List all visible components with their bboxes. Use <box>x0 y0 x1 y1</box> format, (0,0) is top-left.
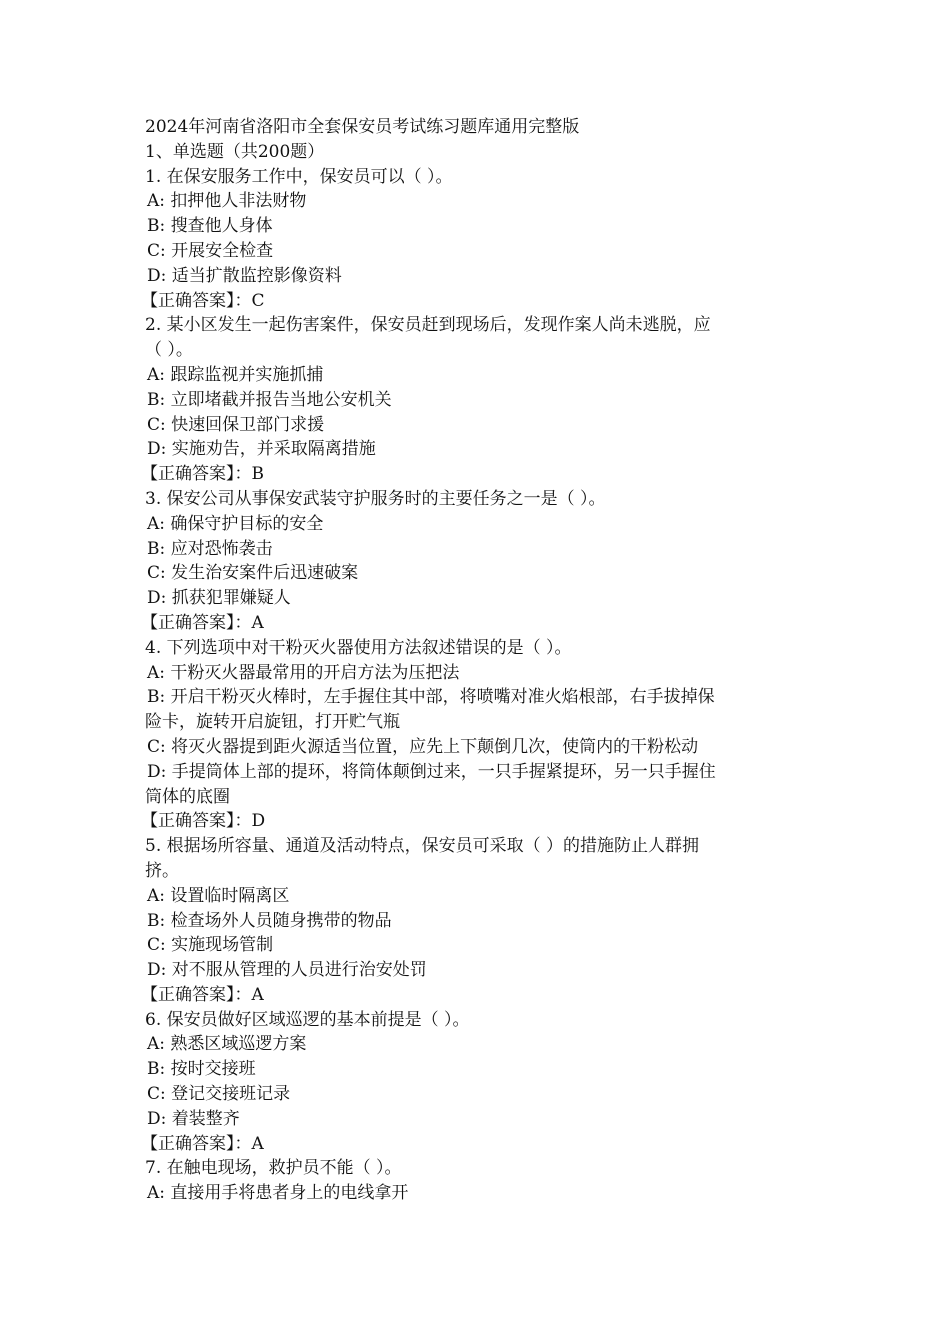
option-b: B: 立即堵截并报告当地公安机关 <box>147 389 392 410</box>
question-stem: 1. 在保安服务工作中，保安员可以（ ）。 <box>145 166 453 187</box>
question-stem: 6. 保安员做好区域巡逻的基本前提是（ ）。 <box>145 1009 470 1030</box>
option-b: B: 应对恐怖袭击 <box>147 538 273 559</box>
option-b: B: 检查场外人员随身携带的物品 <box>147 910 392 931</box>
question-stem: 3. 保安公司从事保安武装守护服务时的主要任务之一是（ ）。 <box>145 488 606 509</box>
question-3 <box>141 487 805 636</box>
option-b: B: 按时交接班 <box>147 1059 256 1080</box>
question-stem: 2. 某小区发生一起伤害案件，保安员赶到现场后，发现作案人尚未逃脱，应 <box>145 315 711 336</box>
document-page <box>141 115 805 1206</box>
question-2 <box>141 313 805 487</box>
option-a: A: 干粉灭火器最常用的开启方法为压把法 <box>147 662 460 683</box>
option-a: A: 设置临时隔离区 <box>147 885 290 906</box>
option-c: C: 将灭火器提到距火源适当位置，应先上下颠倒几次，使筒内的干粉松动 <box>147 736 699 757</box>
question-5 <box>141 834 805 1008</box>
option-b: B: 搜查他人身体 <box>147 216 273 237</box>
question-stem-continued: 挤。 <box>145 860 179 881</box>
question-1 <box>141 165 805 314</box>
correct-answer: 【正确答案】：B <box>141 464 264 485</box>
option-d: D: 对不服从管理的人员进行治安处罚 <box>147 960 427 981</box>
question-6 <box>141 1008 805 1157</box>
option-a: A: 跟踪监视并实施抓捕 <box>147 364 324 385</box>
option-d: D: 着装整齐 <box>147 1108 240 1129</box>
option-d: D: 手提筒体上部的提环，将筒体颠倒过来，一只手握紧提环，另一只手握住 <box>147 761 716 782</box>
option-d: D: 适当扩散监控影像资料 <box>147 265 342 286</box>
option-b: B: 开启干粉灭火棒时，左手握住其中部，将喷嘴对准火焰根部，右手拔掉保 <box>147 687 715 708</box>
option-a: A: 熟悉区域巡逻方案 <box>147 1034 307 1055</box>
option-a: A: 确保守护目标的安全 <box>147 513 324 534</box>
option-c: C: 快速回保卫部门求援 <box>147 414 325 435</box>
option-b-continued: 险卡，旋转开启旋钮，打开贮气瓶 <box>145 712 400 733</box>
option-d-continued: 筒体的底圈 <box>145 786 230 807</box>
option-d: D: 实施劝告，并采取隔离措施 <box>147 439 376 460</box>
section-heading: 1、单选题（共200题） <box>145 141 325 162</box>
correct-answer: 【正确答案】：A <box>141 612 264 633</box>
option-a: A: 直接用手将患者身上的电线拿开 <box>147 1183 409 1204</box>
question-stem: 5. 根据场所容量、通道及活动特点，保安员可采取（ ）的措施防止人群拥 <box>145 836 700 857</box>
correct-answer: 【正确答案】：A <box>141 984 264 1005</box>
document-title: 2024年河南省洛阳市全套保安员考试练习题库通用完整版 <box>145 117 580 137</box>
correct-answer: 【正确答案】：C <box>141 290 265 311</box>
option-c: C: 实施现场管制 <box>147 935 274 956</box>
question-stem: 4. 下列选项中对干粉灭火器使用方法叙述错误的是（ ）。 <box>145 637 572 658</box>
option-c: C: 登记交接班记录 <box>147 1084 291 1105</box>
option-c: C: 发生治安案件后迅速破案 <box>147 563 359 584</box>
question-stem-continued: （ ）。 <box>145 340 193 361</box>
option-c: C: 开展安全检查 <box>147 240 274 261</box>
correct-answer: 【正确答案】：D <box>141 811 266 832</box>
question-4 <box>141 636 805 834</box>
option-a: A: 扣押他人非法财物 <box>147 191 307 212</box>
option-d: D: 抓获犯罪嫌疑人 <box>147 588 291 609</box>
question-stem: 7. 在触电现场，救护员不能（ ）。 <box>145 1158 402 1179</box>
correct-answer: 【正确答案】：A <box>141 1133 264 1154</box>
question-7 <box>145 1156 805 1206</box>
